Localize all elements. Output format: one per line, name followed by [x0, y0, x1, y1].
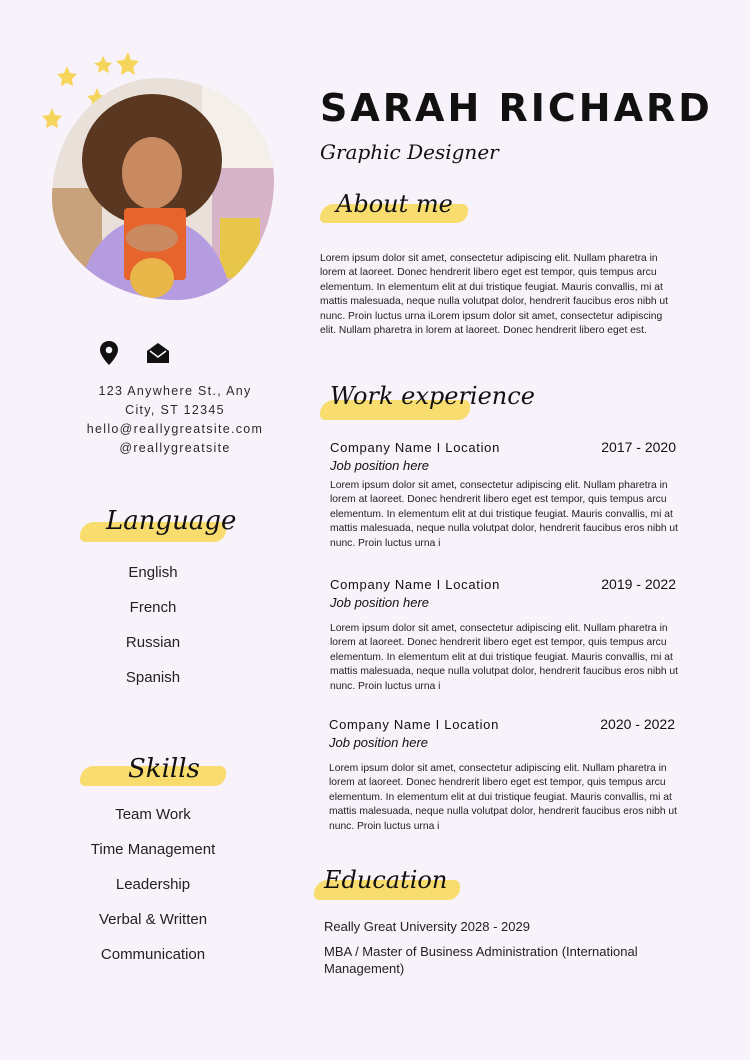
address-line-2: City, ST 12345	[125, 403, 225, 417]
language-heading: Language	[80, 506, 210, 536]
language-item: English	[128, 564, 178, 581]
skill-item: Verbal & Written	[98, 911, 208, 928]
education-degree: MBA / Master of Business Administration (International Management)	[324, 944, 638, 976]
job-years: 2019 - 2022	[601, 576, 676, 592]
job-entry	[330, 576, 679, 694]
contact-icons	[98, 340, 178, 368]
about-heading: About me	[320, 190, 437, 218]
profile-photo	[52, 78, 274, 300]
work-heading: Work experience	[320, 382, 525, 410]
job-company: Company Name I Location	[330, 440, 501, 455]
job-title: Graphic Designer	[320, 140, 499, 164]
job-entry	[329, 716, 678, 834]
location-pin-icon	[98, 340, 120, 366]
job-position: Job position here	[329, 735, 429, 750]
language-item: Russian	[125, 634, 181, 651]
skills-list	[78, 806, 228, 981]
job-company: Company Name I Location	[329, 717, 500, 732]
language-list	[78, 564, 228, 704]
address-line-1: 123 Anywhere St., Any	[98, 384, 252, 398]
education-school: Really Great University 2028 - 2029	[324, 919, 530, 934]
skill-item: Time Management	[90, 841, 216, 858]
skill-item: Team Work	[115, 806, 191, 823]
skill-item: Communication	[100, 946, 206, 963]
job-position: Job position here	[330, 458, 430, 473]
envelope-icon	[146, 342, 170, 364]
job-description: Lorem ipsum dolor sit amet, consectetur adipiscing elit. Nullam pharetra in lorem at laoreet. Donec hendrerit libero eget est tempor, quis tempus arcu elementum. In elementum elit at dui tristique feugiat. Mauris convallis, mi at mattis malesuada, neque nulla volutpat dolor, hendrerit faucibus eros nibh ut nunc. Proin luctus urna i	[329, 763, 678, 832]
email: hello@reallygreatsite.com	[86, 422, 264, 436]
language-item: Spanish	[125, 669, 181, 686]
skills-heading: Skills	[80, 754, 152, 784]
social-handle: @reallygreatsite	[119, 441, 231, 455]
job-position: Job position here	[330, 595, 430, 610]
job-description: Lorem ipsum dolor sit amet, consectetur adipiscing elit. Nullam pharetra in lorem at laoreet. Donec hendrerit libero eget est tempor, quis tempus arcu elementum. In elementum elit at dui tristique feugiat. Mauris convallis, mi at mattis malesuada, neque nulla volutpat dolor, hendrerit faucibus eros nibh ut nunc. Proin luctus urna i	[330, 480, 679, 549]
job-entry	[330, 439, 679, 551]
job-description: Lorem ipsum dolor sit amet, consectetur adipiscing elit. Nullam pharetra in lorem at laoreet. Donec hendrerit libero eget est tempor, quis tempus arcu elementum. In elementum elit at dui tristique feugiat. Mauris convallis, mi at mattis malesuada, neque nulla volutpat dolor, hendrerit faucibus eros nibh ut nunc. Proin luctus urna i	[330, 623, 679, 692]
language-item: French	[129, 599, 177, 616]
job-years: 2020 - 2022	[600, 716, 675, 732]
contact-info	[50, 382, 300, 458]
full-name: SARAH RICHARD	[320, 86, 713, 130]
skill-item: Leadership	[115, 876, 191, 893]
job-years: 2017 - 2020	[601, 439, 676, 455]
job-company: Company Name I Location	[330, 577, 501, 592]
about-text: Lorem ipsum dolor sit amet, consectetur adipiscing elit. Nullam pharetra in lorem at laoreet. Donec hendrerit libero eget est tempor, quis tempus arcu elementum. In elementum elit at dui tristique feugiat. Mauris convallis, mi at mattis malesuada, neque nulla volutpat dolor, hendrerit faucibus eros nibh ut nunc. Proin luctus urna iLorem ipsum dolor sit amet, consectetur adipiscing elit. Nullam pharetra in lorem at laoreet. Donec hendrerit libero eget est.	[320, 253, 669, 337]
education-heading: Education	[314, 866, 437, 894]
